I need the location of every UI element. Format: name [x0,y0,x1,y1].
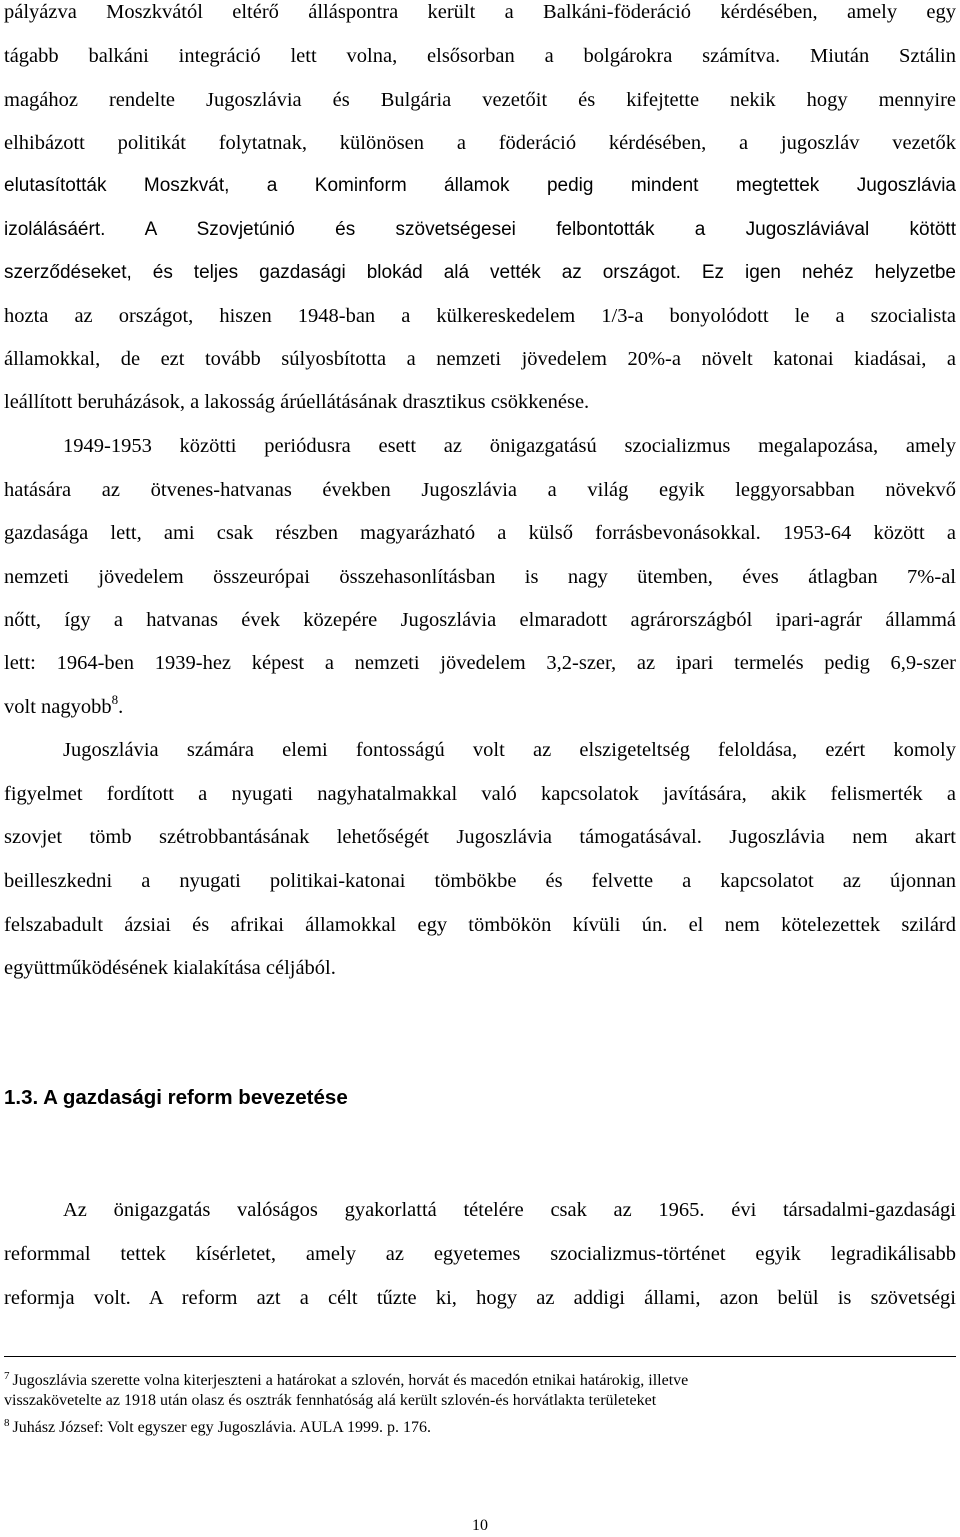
paragraph-line: szovjet tömb szétrobbantásának lehetőségét Jugoszlávia támogatásával. Jugoszlávia nem akart [4,826,956,848]
paragraph-line: felszabadult ázsiai és afrikai államokkal egy tömbökön kívüli ún. el nem kötelezettek szilárd [4,914,956,936]
paragraph-line: hozta az országot, hiszen 1948-ban a külkereskedelem 1/3-a bonyolódott le a szocialista [4,305,956,327]
paragraph-line: izolálásáért. A Szovjetúnió és szövetségesei felbontották a Jugoszláviával kötött [4,219,956,240]
paragraph-line [4,692,956,719]
paragraph-line: gazdasága lett, ami csak részben magyarázható a külső forrásbevonásokkal. 1953-64 között a [4,522,956,544]
paragraph-line: hatására az ötvenes-hatvanas években Jugoszlávia a világ egyik leggyorsabban növekvő [4,479,956,501]
paragraph-line: 1949-1953 közötti periódusra esett az önigazgatású szocializmus megalapozása, amely [63,435,956,457]
paragraph-line: államokkal, de ezt tovább súlyosbította a nemzeti jövedelem 20%-a növelt katonai kiadásai, a [4,348,956,370]
paragraph-line: Az önigazgatás valóságos gyakorlattá tételére csak az 1965. évi társadalmi-gazdasági [63,1199,956,1221]
footnote-8 [4,1413,431,1438]
paragraph-line: elutasították Moszkvát, a Kominform államok pedig mindent megtettek Jugoszlávia [4,175,956,196]
footnote-number: 8 [4,1417,10,1429]
paragraph-line: elhibázott politikát folytatnak, különösen a föderáció kérdésében, a jugoszláv vezetők [4,132,956,154]
footnote-text: Juhász József: Volt egyszer egy Jugoszlávia. AULA 1999. p. 176. [12,1419,431,1436]
section-heading: 1.3. A gazdasági reform bevezetése [4,1086,348,1109]
paragraph-line: együttműködésének kialakítása céljából. [4,957,336,979]
paragraph-line: Jugoszlávia számára elemi fontosságú volt az elszigeteltség feloldása, ezért komoly [63,739,956,761]
line-text: volt nagyobb [4,696,112,718]
paragraph-line: nemzeti jövedelem összeurópai összehasonlításban is nagy ütemben, éves átlagban 7%-al [4,566,956,588]
paragraph-line: nőtt, így a hatvanas évek közepére Jugoszlávia elmaradott agrárországból ipari-agrár állammá [4,609,956,631]
paragraph-line: reformmal tettek kísérletet, amely az egyetemes szocializmus-történet egyik legradikálisabb [4,1243,956,1265]
paragraph-line: pályázva Moszkvától eltérő álláspontra került a Balkáni-föderáció kérdésében, amely egy [4,1,956,23]
footnote-reference: 8 [111,692,119,707]
paragraph-line: lett: 1964-ben 1939-hez képest a nemzeti jövedelem 3,2-szer, az ipari termelés pedig 6,9-szer [4,652,956,674]
footnote-7-continued: visszakövetelte az 1918 után olasz és osztrák fennhatóság alá került szlovén-és horvátlakta területeket [4,1392,657,1409]
footnote-separator [4,1356,956,1357]
paragraph-line: beilleszkedni a nyugati politikai-katonai tömbökbe és felvette a kapcsolatot az újonnan [4,870,956,892]
footnote-text: Jugoszlávia szerette volna kiterjeszteni a határokat a szlovén, horvát és macedón etnikai határokig, illetve [12,1372,689,1389]
paragraph-line: leállított beruházások, a lakosság árúellátásának drasztikus csökkenése. [4,391,590,413]
line-end: . [118,696,124,718]
paragraph-line: tágabb balkáni integráció lett volna, elsősorban a bolgárokra számítva. Miután Sztálin [4,45,956,67]
footnote-7 [4,1366,688,1391]
paragraph-line: szerződéseket, és teljes gazdasági blokád alá vették az országot. Ez igen nehéz helyzetbe [4,262,956,283]
paragraph-line: figyelmet fordított a nyugati nagyhatalmakkal való kapcsolatok javítására, akik felismerték a [4,783,956,805]
footnote-number: 7 [4,1370,10,1382]
page-number: 10 [472,1517,488,1534]
paragraph-line: reformja volt. A reform azt a célt tűzte ki, hogy az addigi állami, azon belül is szövetségi [4,1287,956,1309]
paragraph-line: magához rendelte Jugoszlávia és Bulgária vezetőit és kifejtette nekik hogy mennyire [4,89,956,111]
